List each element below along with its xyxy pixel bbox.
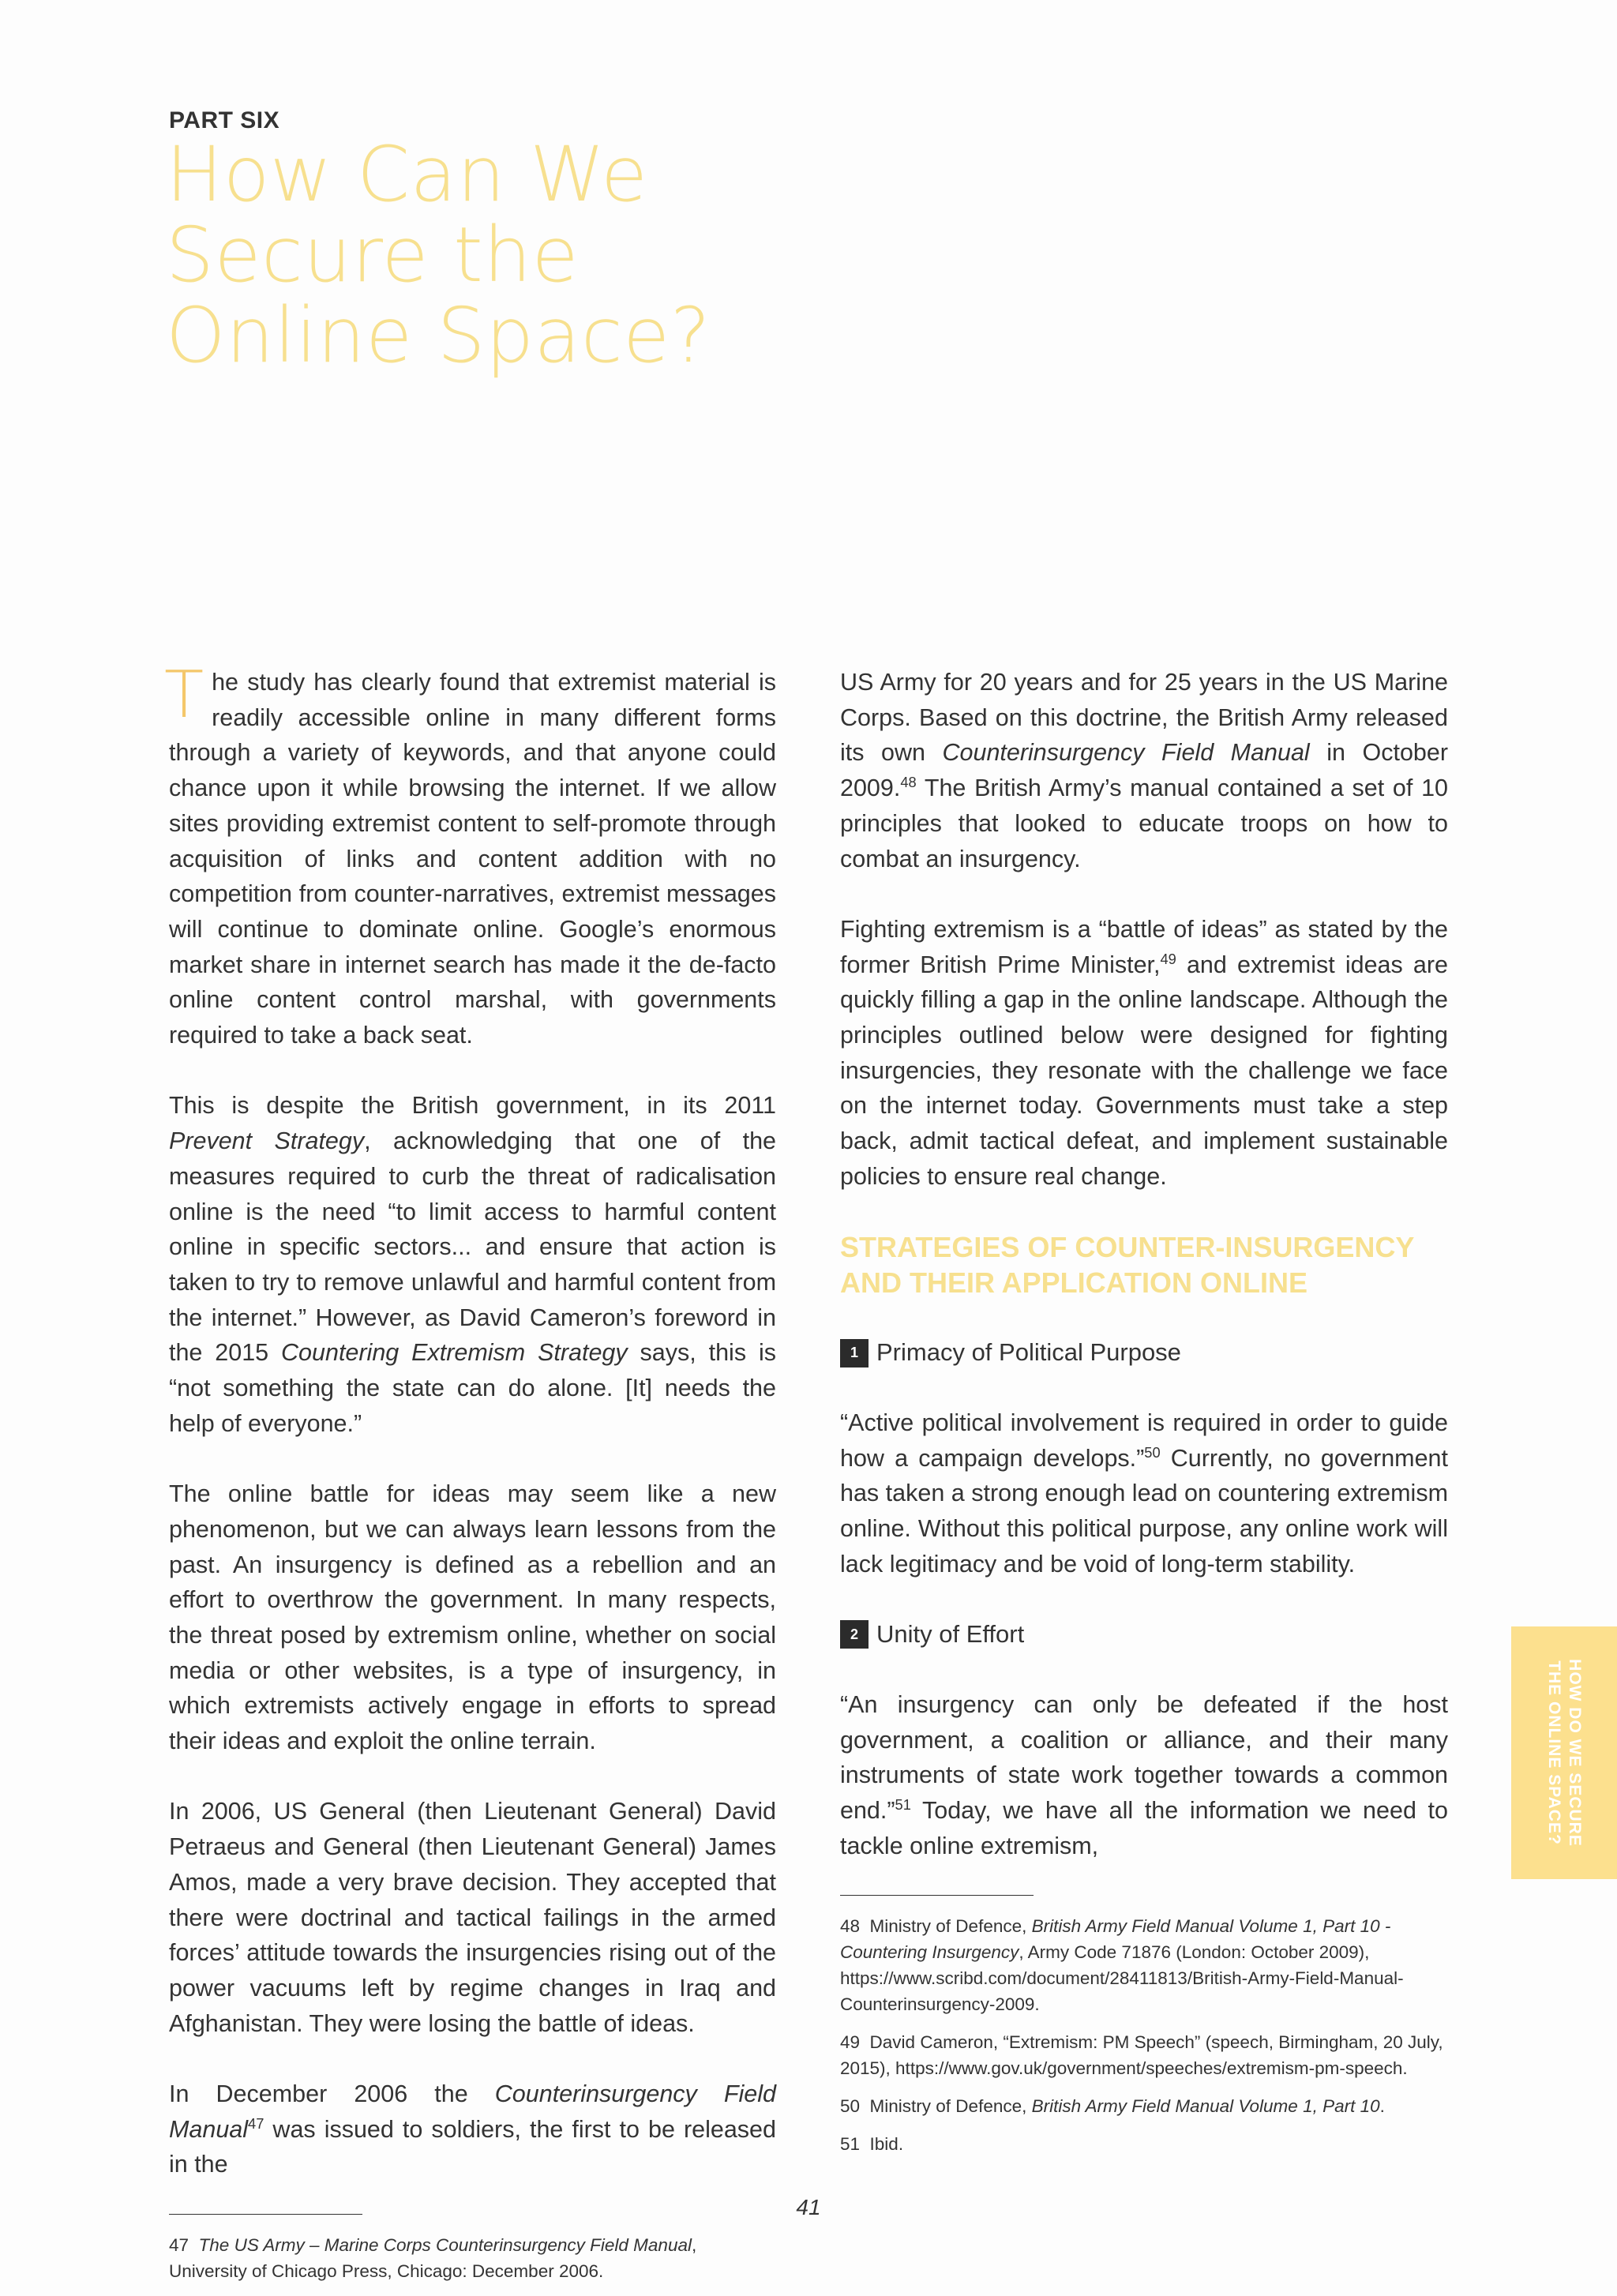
italic-title: The US Army – Marine Corps Counterinsurgency Field Manual xyxy=(198,2235,692,2256)
paragraph-battle-of-ideas: The online battle for ideas may seem like a new phenomenon, but we can always learn lessons from the past. An insurgency is defined as a rebellion and an effort to overthrow the government. In many respects, the threat posed by extremism online, whether on social media or other websites, is a type of insurgency, in which extremists actively engage in efforts to spread their ideas and exploit the online terrain. xyxy=(169,1480,776,1755)
title-line-2: Secure the xyxy=(166,211,580,299)
side-tab-label xyxy=(1511,1626,1617,1879)
paragraph-2006-generals: In 2006, US General (then Lieutenant General) David Petraeus and General (then Lieutenant General) James Amos, made a very brave decision. They accepted that there were doctrinal and tactical failings in the armed forces’ attitude towards the insurgencies rising out of the power vacuums left by regime changes in Iraq and Afghanistan. They were losing the battle of ideas. xyxy=(169,1798,776,2037)
footnote-number: 47 xyxy=(169,2235,189,2256)
footnote-47 xyxy=(169,2232,776,2284)
heading-line: STRATEGIES OF COUNTER-INSURGENCY xyxy=(840,1231,1415,1264)
footnote-ref: 50 xyxy=(1144,1443,1161,1461)
italic-title: Countering Extremism Strategy xyxy=(281,1339,628,1367)
right-column xyxy=(840,665,1448,2169)
footnote-number: 48 xyxy=(840,1916,861,1937)
text-run: , Army Code 71876 (London: October 2009), https://www.scribd.com/document/28411813/British-Army-Field-Manual-Counterinsurgency-2009. xyxy=(840,1942,1404,2015)
text-run: was issued to soldiers, the first to be released in the xyxy=(169,2115,776,2178)
page-number: 41 xyxy=(796,2195,821,2219)
strategy-title: Unity of Effort xyxy=(876,1620,1025,1649)
footnote-ref: 47 xyxy=(248,2114,264,2132)
footnote-number: 51 xyxy=(840,2134,861,2155)
paragraph-field-manual xyxy=(169,2077,776,2182)
footnote-ref: 51 xyxy=(895,1795,911,1813)
footnote-number: 50 xyxy=(840,2096,861,2117)
paragraph-text: he study has clearly found that extremist material is readily accessible online in many different forms through a variety of keywords, and that anyone could chance upon it while browsing the internet. If we allow sites providing extremist content to self-promote through acquisition of links and content addition with no competition from counter-narratives, extremist messages will continue to dominate online. Google’s enormous market share in internet search has made it the de-facto online content control marshal, with governments required to take a back seat. xyxy=(169,669,776,1049)
italic-title: Counterinsurgency Field Manual xyxy=(942,739,1310,767)
strategy-2-text xyxy=(840,1687,1448,1864)
paragraph-fighting-extremism xyxy=(840,912,1448,1195)
paragraph-intro xyxy=(164,658,776,1053)
text-run: “Active political involvement is required in order to guide how a campaign develops.” xyxy=(840,1409,1448,1472)
title-line-3: Online Space? xyxy=(166,291,711,380)
left-column xyxy=(164,658,776,2296)
text-run: Fighting extremism is a “battle of ideas” as stated by the former British Prime Minister, xyxy=(840,915,1448,978)
drop-cap: T xyxy=(164,658,204,733)
text-run: Ministry of Defence, xyxy=(869,2096,1032,2117)
italic-title: British Army Field Manual Volume 1, Part 10 xyxy=(1031,2096,1380,2117)
text-run: . xyxy=(1379,2096,1385,2117)
footnote-48 xyxy=(840,1913,1448,2017)
footnote-ref: 48 xyxy=(900,773,917,790)
side-tab-line: HOW DO WE SECURE xyxy=(1566,1659,1584,1847)
text-run: The British Army’s manual contained a set of 10 principles that looked to educate troops on how to combat an insurgency. xyxy=(840,775,1448,872)
text-run: , University of Chicago Press, Chicago: December 2006. xyxy=(169,2235,697,2282)
text-run: This is despite the British government, in its 2011 xyxy=(169,1092,776,1120)
text-run: and extremist ideas are quickly filling a gap in the online landscape. Although the principles outlined below were designed for fighting insurgencies, they resonate with the challenge we face on the internet today. Governments must take a step back, admit tactical defeat, and implement sustainable policies to ensure real change. xyxy=(840,951,1448,1190)
part-label: PART SIX xyxy=(169,107,280,133)
footnote-ref: 49 xyxy=(1160,950,1176,967)
italic-title: British Army Field Manual Volume 1, Part 10 - Countering Insurgency xyxy=(840,1916,1391,1963)
number-badge: 2 xyxy=(840,1620,869,1649)
text-run: says, this is “not something the state can do alone. [It] needs the help of everyone.” xyxy=(169,1339,776,1437)
footnote-50 xyxy=(840,2093,1448,2119)
side-tab-line: THE ONLINE SPACE? xyxy=(1545,1660,1563,1845)
text-run: Today, we have all the information we need to tackle online extremism, xyxy=(840,1796,1448,1859)
text-run: in October 2009. xyxy=(840,739,1449,802)
title-line-1: How Can We xyxy=(166,130,648,219)
text-run: In December 2006 the xyxy=(169,2080,495,2108)
text-run: US Army for 20 years and for 25 years in the US Marine Corps. Based on this doctrine, the British Army released its own xyxy=(840,669,1448,767)
paragraph-prevent-strategy xyxy=(169,1088,776,1441)
footnote-49 xyxy=(840,2029,1448,2081)
italic-title: Counterinsurgency Field Manual xyxy=(169,2080,776,2143)
footnote-number: 49 xyxy=(840,2032,861,2053)
footnote-divider xyxy=(840,1895,1034,1896)
number-badge: 1 xyxy=(840,1339,869,1367)
text-run: “An insurgency can only be defeated if the host government, a coalition or alliance, and their many instruments of state work together towards a common end.” xyxy=(840,1690,1448,1824)
strategy-1-heading xyxy=(840,1335,1448,1371)
italic-title: Prevent Strategy xyxy=(169,1127,365,1155)
text-run: Currently, no government has taken a strong enough lead on countering extremism online. Without this political purpose, any online work will lack legitimacy and be void of long-term stability. xyxy=(840,1444,1448,1578)
text-run: Ministry of Defence, xyxy=(869,1916,1032,1937)
footnote-51 xyxy=(840,2131,1448,2157)
text-run: , acknowledging that one of the measures required to curb the threat of radicalisation online is the need “to limit access to harmful content online in specific sectors... and ensure that action is taken to try to remove unlawful and harmful content from the internet.” However, as David Cameron’s foreword in the 2015 xyxy=(169,1127,776,1367)
strategy-title: Primacy of Political Purpose xyxy=(876,1338,1181,1367)
section-heading xyxy=(840,1229,1448,1300)
paragraph-british-manual xyxy=(840,665,1448,876)
text-run: Ibid. xyxy=(869,2134,904,2155)
strategy-1-text xyxy=(840,1405,1448,1582)
heading-line: AND THEIR APPLICATION ONLINE xyxy=(840,1266,1307,1300)
text-run: David Cameron, “Extremism: PM Speech” (speech, Birmingham, 20 July, 2015), https://www.gov.uk/government/speeches/extremism-pm-speech. xyxy=(840,2032,1443,2079)
page-title xyxy=(166,130,876,380)
section-side-tab[interactable] xyxy=(1511,1626,1617,1879)
strategy-2-heading xyxy=(840,1617,1448,1653)
